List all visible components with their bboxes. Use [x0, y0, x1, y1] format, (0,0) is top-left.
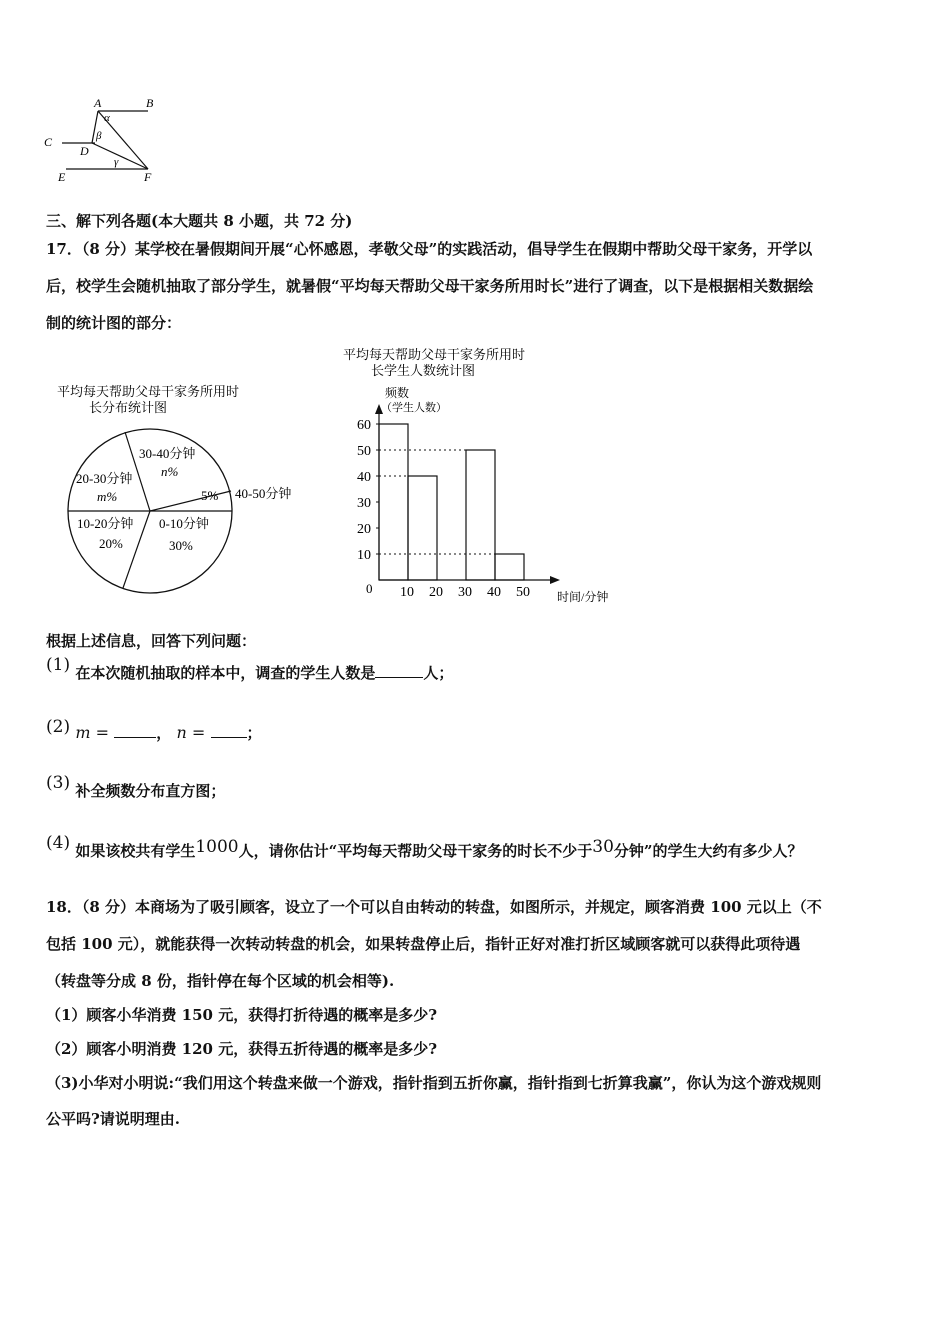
q17-sub4-text-a: 如果该校共有学生	[75, 842, 196, 860]
slice-value-5: 5%	[201, 488, 219, 503]
q17-sub1-end: 人；	[423, 664, 454, 682]
hist-title-line1: 平均每天帮助父母干家务所用时	[343, 347, 526, 362]
pie-chart	[45, 378, 310, 600]
slice-label-40-50: 40-50分钟	[235, 486, 292, 501]
q17-sub4-num: (4)	[46, 833, 71, 853]
histogram-bar	[466, 450, 495, 580]
pie-title-line1: 平均每天帮助父母干家务所用时	[57, 384, 240, 399]
q17-after-intro: 根据上述信息，回答下列问题：	[46, 632, 257, 650]
histogram-bar	[379, 424, 408, 580]
x-tick-label: 50	[516, 585, 530, 600]
q17-sub4-text-c: 分钟”的学生大约有多少人？	[613, 842, 803, 860]
q17-sub1	[46, 655, 454, 683]
y-tick-label: 20	[357, 522, 371, 537]
label-E: E	[58, 170, 66, 184]
x-tick-label: 10	[400, 585, 414, 600]
x-tick-label: 30	[458, 585, 472, 600]
q17-sub2	[46, 717, 262, 743]
q17-sub4	[46, 833, 803, 861]
hist-ylabel: 频数	[385, 386, 410, 400]
q17-sub1-blank[interactable]	[375, 663, 423, 678]
x-tick-label: 20	[429, 585, 443, 600]
q17-sub3-num: (3)	[46, 773, 71, 793]
x-tick-label: 40	[487, 585, 501, 600]
q17-sub1-text: 在本次随机抽取的样本中，调查的学生人数是	[75, 664, 376, 682]
q17-sub2-m-blank[interactable]	[114, 723, 156, 738]
q18-sub1: （1）顾客小华消费 150 元，获得打折待遇的概率是多少?	[46, 1006, 437, 1024]
q18-line1: 18．（8 分）本商场为了吸引顾客，设立了一个可以自由转动的转盘，如图所示，并规定，顾客消费 100 元以上（不	[46, 898, 822, 916]
label-F: F	[144, 170, 152, 184]
hist-title-line2: 长学生人数统计图	[371, 363, 476, 378]
q17-sub2-num: (2)	[46, 717, 71, 737]
geometry-figure	[40, 95, 170, 190]
q17-sub4-1000: 1000	[195, 837, 239, 857]
q17-sub2-m: m =	[75, 723, 109, 742]
q17-sub4-text-b: 人，请你估计“平均每天帮助父母干家务的时长不少于	[238, 842, 593, 860]
label-B: B	[146, 96, 154, 110]
q18-sub2: （2）顾客小明消费 120 元，获得五折待遇的概率是多少?	[46, 1040, 437, 1058]
q17-sub3	[46, 773, 226, 801]
q17-sub2-n: n =	[176, 723, 206, 742]
histogram-bar	[408, 476, 437, 580]
histogram-chart	[335, 343, 635, 608]
q17-line3: 制的统计图的部分：	[46, 314, 182, 332]
q17-sub1-num: (1)	[46, 655, 71, 675]
y-tick-label: 60	[357, 418, 371, 433]
q18-sub3-line2: 公平吗?请说明理由.	[46, 1110, 181, 1128]
label-C: C	[44, 135, 53, 149]
q17-line2: 后，校学生会随机抽取了部分学生，就暑假“平均每天帮助父母干家务所用时长”进行了调查，以下是根据相关数据绘	[46, 277, 814, 295]
slice-label-30-40: 30-40分钟	[139, 446, 196, 461]
pie-divider-right-upper	[150, 491, 231, 511]
slice-label-10-20: 10-20分钟	[77, 516, 134, 531]
q17-sub3-text: 补全频数分布直方图；	[75, 782, 226, 800]
q17-line1: 17．（8 分）某学校在暑假期间开展“心怀感恩，孝敬父母”的实践活动，倡导学生在假期中帮助父母干家务，开学以	[46, 240, 813, 258]
y-tick-label: 50	[357, 444, 371, 459]
hist-ylabel-sub: （学生人数）	[381, 402, 447, 414]
q18-line2: 包括 100 元），就能获得一次转动转盘的机会，如果转盘停止后，指针正好对准打折区域顾客就可以获得此项待遇	[46, 935, 801, 953]
histogram-bar	[495, 554, 524, 580]
angle-beta: β	[96, 130, 102, 142]
q18-sub3-line1: （3)小华对小明说:“我们用这个转盘来做一个游戏，指针指到五折你赢，指针指到七折算我赢”，你认为这个游戏规则	[46, 1074, 822, 1092]
hist-xlabel: 时间/分钟	[557, 590, 609, 604]
section-heading: 三、解下列各题(本大题共 8 小题，共 72 分)	[46, 212, 353, 230]
angle-gamma: γ	[114, 156, 119, 168]
slice-value-20: 20%	[99, 536, 123, 551]
q17-sub2-n-blank[interactable]	[211, 723, 247, 738]
slice-label-20-30: 20-30分钟	[76, 471, 133, 486]
y-tick-label: 10	[357, 548, 371, 563]
label-A: A	[94, 96, 102, 110]
q17-sub2-comma: ，	[156, 724, 172, 742]
label-D: D	[80, 144, 89, 158]
slice-value-30: 30%	[169, 538, 193, 553]
line-DF	[92, 143, 148, 169]
slice-value-n: n%	[161, 464, 179, 479]
q17-sub2-end: ；	[246, 724, 262, 742]
slice-value-m: m%	[97, 489, 118, 504]
slice-label-0-10: 0-10分钟	[159, 516, 209, 531]
y-tick-label: 40	[357, 470, 371, 485]
angle-alpha: α	[104, 112, 110, 124]
pie-title-line2: 长分布统计图	[89, 400, 168, 415]
x-axis-arrow	[550, 576, 560, 584]
hist-origin-label: 0	[366, 581, 373, 596]
q17-sub4-30: 30	[592, 837, 614, 857]
y-tick-label: 30	[357, 496, 371, 511]
q18-line3: （转盘等分成 8 份，指针停在每个区域的机会相等).	[46, 972, 395, 990]
